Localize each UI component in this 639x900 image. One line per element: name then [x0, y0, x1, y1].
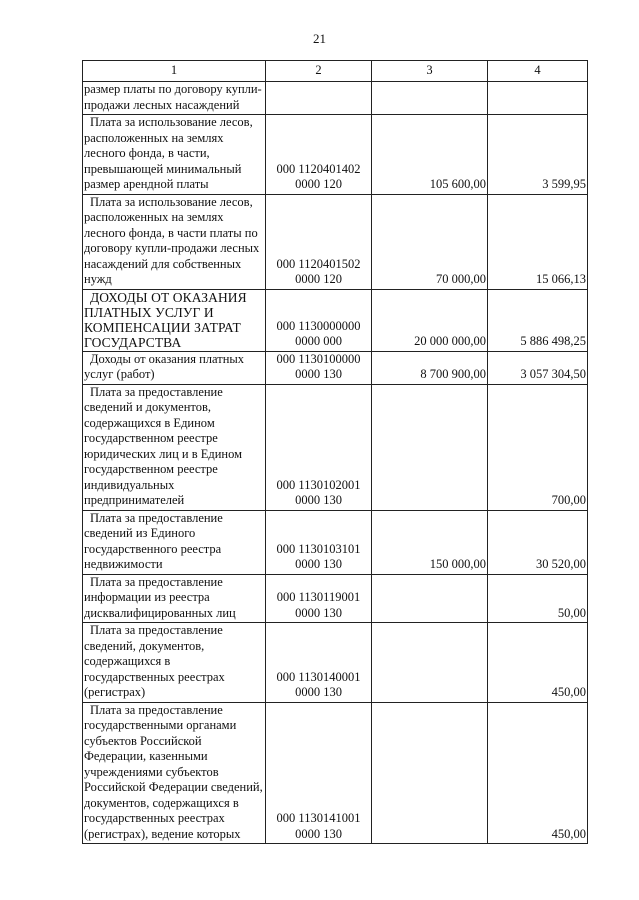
row-plan-cell: [372, 702, 488, 844]
row-actual-cell: 3 599,95: [488, 115, 588, 195]
table-row: [83, 82, 588, 115]
table-row: [83, 702, 588, 844]
row-plan-cell: [372, 82, 488, 115]
table-row: [83, 289, 588, 351]
row-name-cell: Плата за использование лесов, расположенных на землях лесного фонда, в части, превышающей минимальный размер арендной платы: [83, 115, 266, 195]
row-code-cell: 000 1120401502 0000 120: [266, 194, 372, 289]
row-code-cell: 000 1130102001 0000 130: [266, 384, 372, 510]
row-name-cell: Плата за предоставление сведений, документов, содержащихся в государственных реестрах (регистрах): [83, 623, 266, 703]
row-code-cell: 000 1130100000 0000 130: [266, 351, 372, 384]
page-number: 21: [313, 31, 326, 46]
row-plan-cell: 150 000,00: [372, 510, 488, 574]
row-name-cell: Плата за предоставление государственными органами субъектов Российской Федерации, казенными учреждениями субъектов Российской Федерации сведений, документов, содержащихся в государственных реестрах (регистрах), ведение которых: [83, 702, 266, 844]
row-name-cell: Плата за предоставление сведений и документов, содержащихся в Едином государственном реестре юридических лиц и в Едином государственном реестре индивидуальных предпринимателей: [83, 384, 266, 510]
row-actual-cell: 450,00: [488, 623, 588, 703]
table-row: [83, 115, 588, 195]
row-code-cell: 000 1130119001 0000 130: [266, 574, 372, 623]
table-row: [83, 574, 588, 623]
row-name-cell: Плата за использование лесов, расположенных на землях лесного фонда, в части платы по договору купли-продажи лесных насаждений для собственных нужд: [83, 194, 266, 289]
table-row: [83, 194, 588, 289]
row-plan-cell: [372, 384, 488, 510]
row-plan-cell: [372, 623, 488, 703]
budget-revenue-table: [82, 60, 588, 844]
column-header-2: 2: [266, 61, 372, 82]
table-row: [83, 384, 588, 510]
row-actual-cell: 50,00: [488, 574, 588, 623]
column-header-1: 1: [83, 61, 266, 82]
table-row: [83, 623, 588, 703]
row-code-cell: 000 1130000000 0000 000: [266, 289, 372, 351]
row-code-cell: [266, 82, 372, 115]
row-name-cell: Доходы от оказания платных услуг (работ): [83, 351, 266, 384]
row-actual-cell: [488, 82, 588, 115]
row-actual-cell: 15 066,13: [488, 194, 588, 289]
row-name-cell: ДОХОДЫ ОТ ОКАЗАНИЯ ПЛАТНЫХ УСЛУГ И КОМПЕНСАЦИИ ЗАТРАТ ГОСУДАРСТВА: [83, 289, 266, 351]
column-header-4: 4: [488, 61, 588, 82]
row-plan-cell: [372, 574, 488, 623]
column-header-3: 3: [372, 61, 488, 82]
row-actual-cell: 700,00: [488, 384, 588, 510]
row-code-cell: 000 1130141001 0000 130: [266, 702, 372, 844]
row-plan-cell: 20 000 000,00: [372, 289, 488, 351]
row-code-cell: 000 1130103101 0000 130: [266, 510, 372, 574]
row-actual-cell: 450,00: [488, 702, 588, 844]
table-row: [83, 351, 588, 384]
table-header-row: [83, 61, 588, 82]
row-code-cell: 000 1130140001 0000 130: [266, 623, 372, 703]
row-plan-cell: 105 600,00: [372, 115, 488, 195]
table-row: [83, 510, 588, 574]
row-name-cell: размер платы по договору купли-продажи лесных насаждений: [83, 82, 266, 115]
row-plan-cell: 8 700 900,00: [372, 351, 488, 384]
row-actual-cell: 3 057 304,50: [488, 351, 588, 384]
row-actual-cell: 5 886 498,25: [488, 289, 588, 351]
row-plan-cell: 70 000,00: [372, 194, 488, 289]
row-name-cell: Плата за предоставление информации из реестра дисквалифицированных лиц: [83, 574, 266, 623]
row-name-cell: Плата за предоставление сведений из Единого государственного реестра недвижимости: [83, 510, 266, 574]
row-code-cell: 000 1120401402 0000 120: [266, 115, 372, 195]
row-actual-cell: 30 520,00: [488, 510, 588, 574]
